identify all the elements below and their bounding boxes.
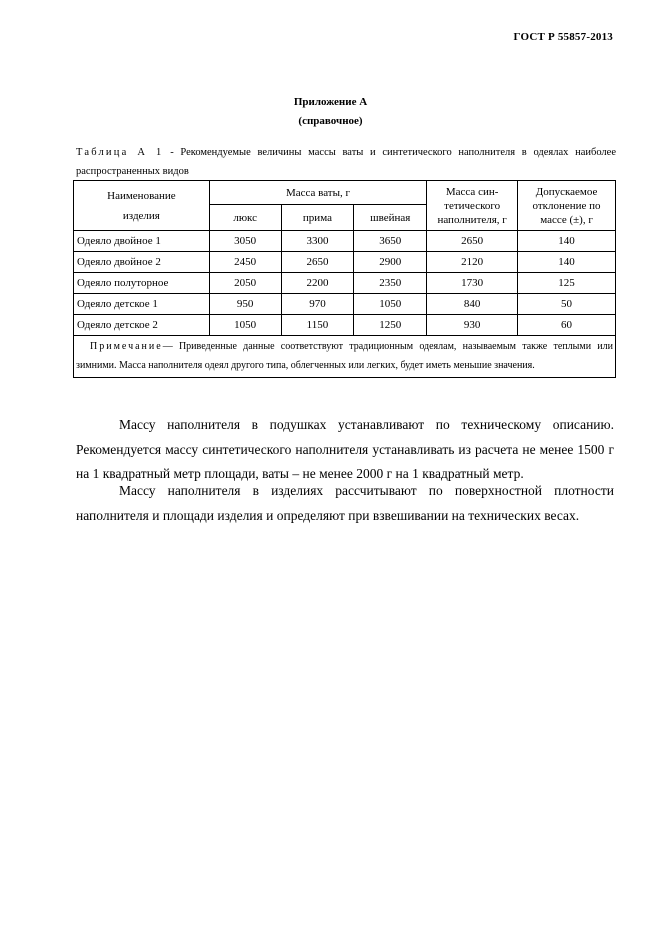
cell-sewing: 2900 (354, 252, 427, 273)
cell-tolerance: 140 (518, 231, 616, 252)
cell-lux: 3050 (209, 231, 281, 252)
cell-tolerance: 60 (518, 315, 616, 336)
cell-name: Одеяло двойное 1 (74, 231, 210, 252)
cell-name: Одеяло детское 1 (74, 294, 210, 315)
document-code: ГОСТ Р 55857-2013 (513, 31, 613, 43)
table-caption-text: - Рекомендуемые величины массы ваты и синтетического наполнителя в одеялах наиболее распространенных видов (76, 147, 616, 177)
cell-prima: 1150 (281, 315, 354, 336)
cell-prima: 970 (281, 294, 354, 315)
cell-synthetic: 2120 (427, 252, 518, 273)
cell-synthetic: 930 (427, 315, 518, 336)
header-wool-prima: прима (281, 205, 354, 231)
cell-tolerance: 140 (518, 252, 616, 273)
table-header-row (74, 181, 616, 205)
header-item-name: Наименование изделия (74, 181, 210, 231)
cell-sewing: 2350 (354, 273, 427, 294)
cell-synthetic: 840 (427, 294, 518, 315)
header-wool-lux: люкс (209, 205, 281, 231)
cell-sewing: 1250 (354, 315, 427, 336)
paragraph-filler-calculation: Массу наполнителя в изделиях рассчитывают по поверхностной плотности наполнителя и площади изделия и определяют при взвешивании на технических весах. (76, 483, 614, 523)
header-wool-sewing: швейная (354, 205, 427, 231)
header-wool-mass: Масса ваты, г (209, 181, 426, 205)
cell-name: Одеяло двойное 2 (74, 252, 210, 273)
cell-name: Одеяло детское 2 (74, 315, 210, 336)
table-caption (76, 143, 616, 181)
cell-prima: 2200 (281, 273, 354, 294)
cell-synthetic: 1730 (427, 273, 518, 294)
cell-synthetic: 2650 (427, 231, 518, 252)
appendix-title: Приложение А (293, 96, 368, 108)
table-row (74, 294, 616, 315)
table-note (74, 336, 616, 378)
table-note-row (74, 336, 616, 378)
cell-tolerance: 50 (518, 294, 616, 315)
cell-lux: 2450 (209, 252, 281, 273)
table-row (74, 252, 616, 273)
header-tolerance: Допускаемое отклонение по массе (±), г (518, 181, 616, 231)
table-row (74, 273, 616, 294)
filler-mass-table (73, 180, 616, 378)
table-row (74, 231, 616, 252)
table-caption-label: Таблица А 1 (76, 147, 164, 158)
appendix-subtitle: (справочное) (298, 115, 363, 127)
paragraph-pillow-filler: Массу наполнителя в подушках устанавливают по техническому описанию. Рекомендуется массу синтетического наполнителя устанавливать из расчета не менее 1500 г на 1 квадратный метр площади, ваты – не менее 2000 г на 1 квадратный метр. (76, 417, 614, 481)
cell-tolerance: 125 (518, 273, 616, 294)
cell-sewing: 3650 (354, 231, 427, 252)
cell-name: Одеяло полуторное (74, 273, 210, 294)
note-text: — Приведенные данные соответствуют традиционным одеялам, называемым также теплыми или зимними. Масса наполнителя одеял другого типа, облегченных или легких, будет иметь меньшие значения. (76, 341, 613, 371)
cell-prima: 2650 (281, 252, 354, 273)
note-label: Примечание (90, 341, 163, 352)
table-row (74, 315, 616, 336)
header-synthetic-mass: Масса син-тетического наполнителя, г (427, 181, 518, 231)
cell-prima: 3300 (281, 231, 354, 252)
cell-lux: 950 (209, 294, 281, 315)
cell-lux: 2050 (209, 273, 281, 294)
cell-sewing: 1050 (354, 294, 427, 315)
cell-lux: 1050 (209, 315, 281, 336)
